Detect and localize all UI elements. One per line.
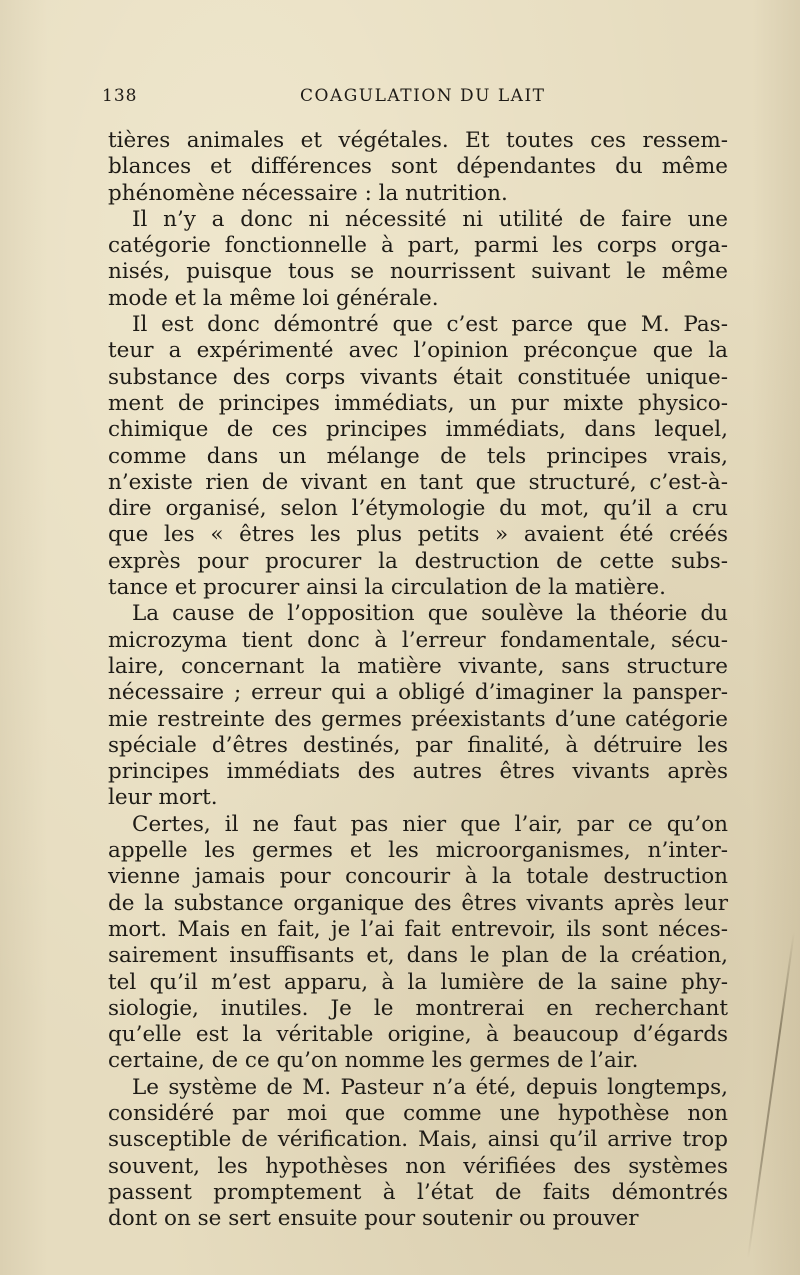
text-line: teur a expérimenté avec l’opinion préconçue que la <box>108 338 728 364</box>
text-line: nécessaire ; erreur qui a obligé d’imaginer la pansper- <box>108 680 728 706</box>
running-title: COAGULATION DU LAIT <box>300 86 546 106</box>
text-line: comme dans un mélange de tels principes vrais, <box>108 443 728 469</box>
text-line: susceptible de vérification. Mais, ainsi qu’il arrive trop <box>108 1127 728 1153</box>
text-line: passent promptement à l’état de faits démontrés <box>108 1179 728 1205</box>
text-line: tières animales et végétales. Et toutes ces ressem- <box>108 128 728 153</box>
text-line: qu’elle est la véritable origine, à beaucoup d’égards <box>108 1022 728 1048</box>
text-line: certaine, de ce qu’on nomme les germes de l’air. <box>108 1048 639 1074</box>
text-line: La cause de l’opposition que soulève la théorie du <box>132 601 728 627</box>
text-line: substance des corps vivants était constituée unique- <box>108 364 728 390</box>
text-line: mort. Mais en fait, je l’ai fait entrevoir, ils sont néces- <box>108 916 728 942</box>
text-line: souvent, les hypothèses non vérifiées des systèmes <box>108 1153 728 1179</box>
text-line: blances et différences sont dépendantes du même <box>108 154 728 180</box>
text-line: de la substance organique des êtres vivants après leur <box>108 890 728 916</box>
text-line: leur mort. <box>108 785 218 811</box>
text-line: vienne jamais pour concourir à la totale destruction <box>108 864 728 890</box>
text-line: mie restreinte des germes préexistants d’une catégorie <box>108 706 728 732</box>
text-line: nisés, puisque tous se nourrissent suivant le même <box>108 259 728 285</box>
text-line: sairement insuffisants et, dans le plan de la création, <box>108 943 728 969</box>
text-line: tel qu’il m’est apparu, à la lumière de la saine phy- <box>108 969 728 995</box>
text-line: que les « êtres les plus petits » avaient été créés <box>108 522 728 548</box>
text-line: laire, concernant la matière vivante, sans structure <box>108 653 728 679</box>
body-text <box>108 128 728 1232</box>
text-line: exprès pour procurer la destruction de cette subs- <box>108 548 728 574</box>
text-line: siologie, inutiles. Je le montrerai en recherchant <box>108 995 728 1021</box>
text-line: principes immédiats des autres êtres vivants après <box>108 759 728 785</box>
text-line: chimique de ces principes immédiats, dans lequel, <box>108 417 728 443</box>
text-line: Le système de M. Pasteur n’a été, depuis longtemps, <box>132 1074 728 1100</box>
text-line: microzyma tient donc à l’erreur fondamentale, sécu- <box>108 627 728 653</box>
text-line: tance et procurer ainsi la circulation de la matière. <box>108 575 666 601</box>
text-line: n’existe rien de vivant en tant que structuré, c’est-à- <box>108 469 728 495</box>
text-line: phénomène nécessaire : la nutrition. <box>108 180 508 206</box>
text-line: Il est donc démontré que c’est parce que M. Pas- <box>132 312 728 338</box>
text-line: catégorie fonctionnelle à part, parmi les corps orga- <box>108 233 728 259</box>
text-line: Il n’y a donc ni nécessité ni utilité de faire une <box>132 206 728 232</box>
text-line: dont on se sert ensuite pour soutenir ou prouver <box>108 1206 639 1232</box>
page-edge-shadow <box>747 931 795 1258</box>
text-line: Certes, il ne faut pas nier que l’air, par ce qu’on <box>132 811 728 837</box>
text-line: ment de principes immédiats, un pur mixte physico- <box>108 390 728 416</box>
text-line: appelle les germes et les microorganismes, n’inter- <box>108 838 728 864</box>
text-line: spéciale d’êtres destinés, par finalité, à détruire les <box>108 732 728 758</box>
page-number: 138 <box>102 86 138 106</box>
page-header <box>102 86 732 116</box>
text-line: mode et la même loi générale. <box>108 285 439 311</box>
text-line: considéré par moi que comme une hypothèse non <box>108 1100 728 1126</box>
text-line: dire organisé, selon l’étymologie du mot, qu’il a cru <box>108 496 728 522</box>
